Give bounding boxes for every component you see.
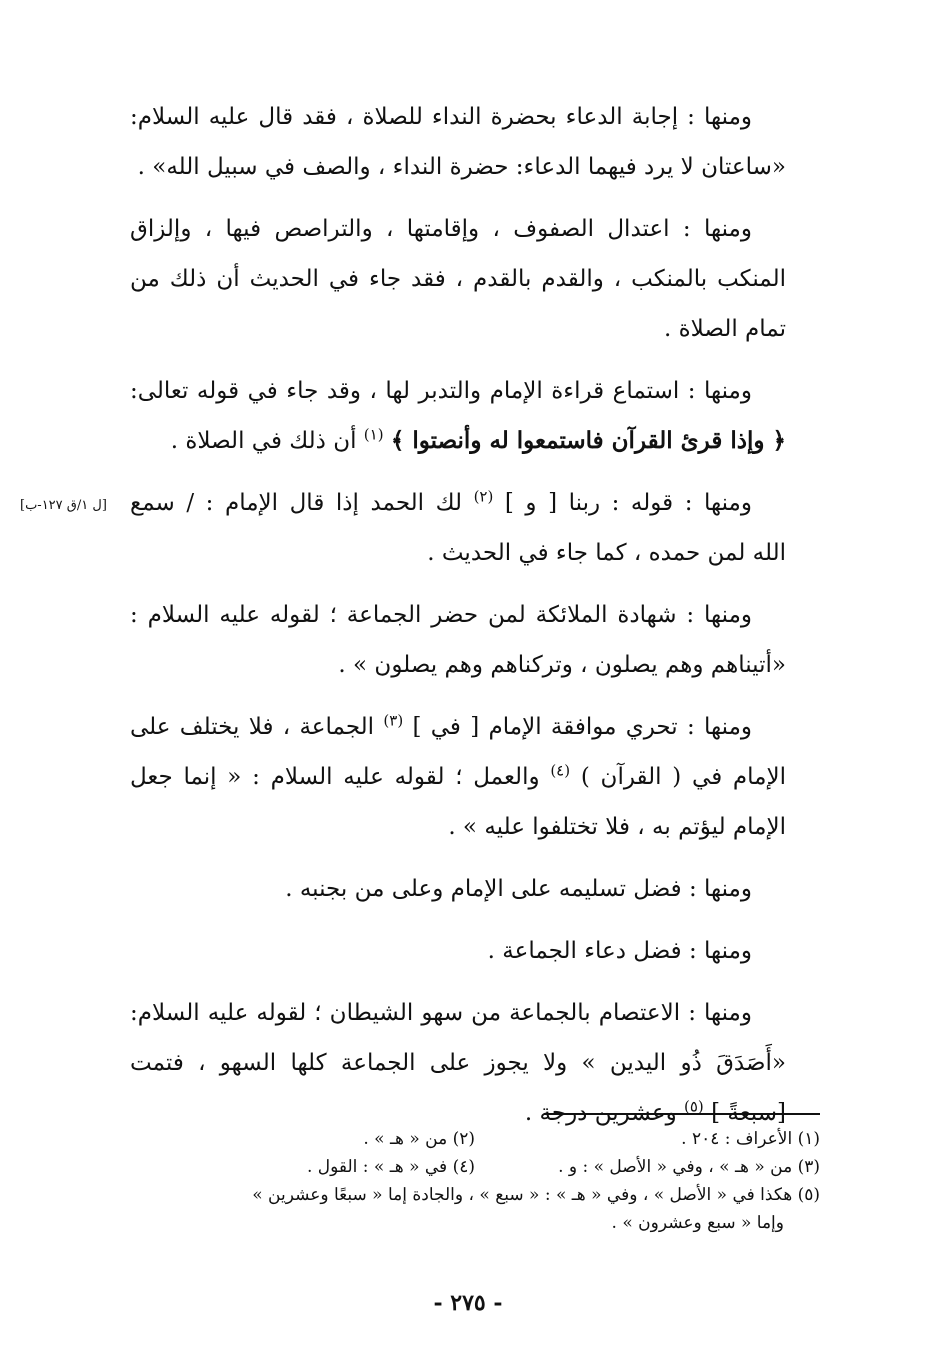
text-line: ومنها : إجابة الدعاء بحضرة النداء للصلاة ، فقد قال عليه السلام:	[130, 104, 752, 130]
text-fragment: ومنها : قوله : ربنا [ و ]	[504, 490, 752, 516]
quran-verse: ﴿ وإذا قرئ القرآن فاستمعوا له وأنصتوا ﴾	[390, 427, 786, 454]
text-line	[130, 702, 820, 752]
text-line	[130, 478, 820, 528]
footnotes	[130, 1125, 820, 1237]
footnote-row	[130, 1125, 820, 1153]
text-line: ومنها : استماع قراءة الإمام والتدبر لها ، وقد جاء في قوله تعالى:	[130, 378, 752, 404]
text-line: «أَصَدَقَ ذُو اليدين » ولا يجوز على الجماعة كلها السهو ، فتمت	[130, 1050, 786, 1076]
footnote-1: (١) الأعراف : ٢٠٤ .	[681, 1129, 820, 1149]
text-fragment: الإمام في ( القرآن )	[580, 764, 787, 790]
paragraph-congregation-dua	[130, 926, 820, 976]
text-fragment: أن ذلك في الصلاة .	[170, 428, 364, 454]
text-line: ومنها : الاعتصام بالجماعة من سهو الشيطان ؛ لقوله عليه السلام:	[130, 1000, 752, 1026]
footnote-ref-5: (٥)	[684, 1097, 704, 1116]
text-line: «أتيناهم وهم يصلون ، وتركناهم وهم يصلون » .	[338, 652, 786, 678]
text-fragment: [سبعةً ]	[711, 1100, 786, 1126]
footnote-ref-1: (١)	[363, 425, 384, 444]
footnote-3: (٣) من « هـ » ، وفي « الأصل » : و .	[558, 1157, 820, 1177]
footnote-ref-4: (٤)	[550, 761, 571, 780]
text-fragment: وعشرين درجة .	[524, 1100, 684, 1126]
text-fragment: لك الحمد إذا قال الإمام : / سمع	[130, 490, 474, 516]
text-line	[130, 752, 820, 802]
footnote-2: (٢) من « هـ » .	[363, 1129, 475, 1149]
paragraph-rows-alignment	[130, 204, 820, 354]
footnote-5: (٥) هكذا في « الأصل » ، وفي « هـ » : « سبع » ، والجادة إما « سبعًا وعشرين »	[252, 1185, 820, 1205]
paragraph-angels-witness	[130, 590, 820, 690]
footnote-separator	[544, 1113, 820, 1115]
text-line: الإمام ليؤتم به ، فلا تختلفوا عليه » .	[448, 814, 786, 840]
page-number: - ٢٧٥ -	[433, 1290, 503, 1316]
main-text	[130, 92, 820, 1150]
text-fragment: ومنها : تحري موافقة الإمام [ في ]	[412, 714, 753, 740]
paragraph-listening-imam	[130, 366, 820, 466]
footnote-ref-3: (٣)	[383, 711, 404, 730]
footnote-5-continuation: وإما « سبع وعشرون » .	[611, 1213, 784, 1233]
text-line: ومنها : اعتدال الصفوف ، وإقامتها ، والتراصص فيها ، وإلزاق	[130, 216, 752, 242]
paragraph-following-imam	[130, 702, 820, 852]
text-line: ومنها : شهادة الملائكة لمن حضر الجماعة ؛ لقوله عليه السلام :	[130, 602, 752, 628]
text-line: «ساعتان لا يرد فيهما الدعاء: حضرة النداء ، والصف في سبيل الله» .	[137, 154, 786, 180]
paragraph-prayer-call-dua	[130, 92, 820, 192]
footnote-ref-2: (٢)	[473, 487, 494, 506]
manuscript-margin-note: [ل ١/ق ١٢٧-ب]	[20, 498, 107, 513]
paragraph-protection-from-error	[130, 988, 820, 1138]
text-line: تمام الصلاة .	[664, 316, 786, 342]
footnote-4: (٤) في « هـ » : القول .	[306, 1157, 475, 1177]
paragraph-rabbana-lakal-hamd	[130, 478, 820, 578]
text-line: المنكب بالمنكب ، والقدم بالقدم ، فقد جاء في الحديث أن ذلك من	[130, 266, 786, 292]
text-fragment: الجماعة ، فلا يختلف على	[130, 714, 384, 740]
text-line: ومنها : فضل دعاء الجماعة .	[487, 938, 752, 964]
footnote-row	[130, 1153, 820, 1181]
text-line: ومنها : فضل تسليمه على الإمام وعلى من بجنبه .	[285, 876, 752, 902]
paragraph-tasleem	[130, 864, 820, 914]
text-line: الله لمن حمده ، كما جاء في الحديث .	[427, 540, 786, 566]
text-fragment: والعمل ؛ لقوله عليه السلام : « إنما جعل	[130, 764, 551, 790]
text-line	[130, 416, 820, 466]
